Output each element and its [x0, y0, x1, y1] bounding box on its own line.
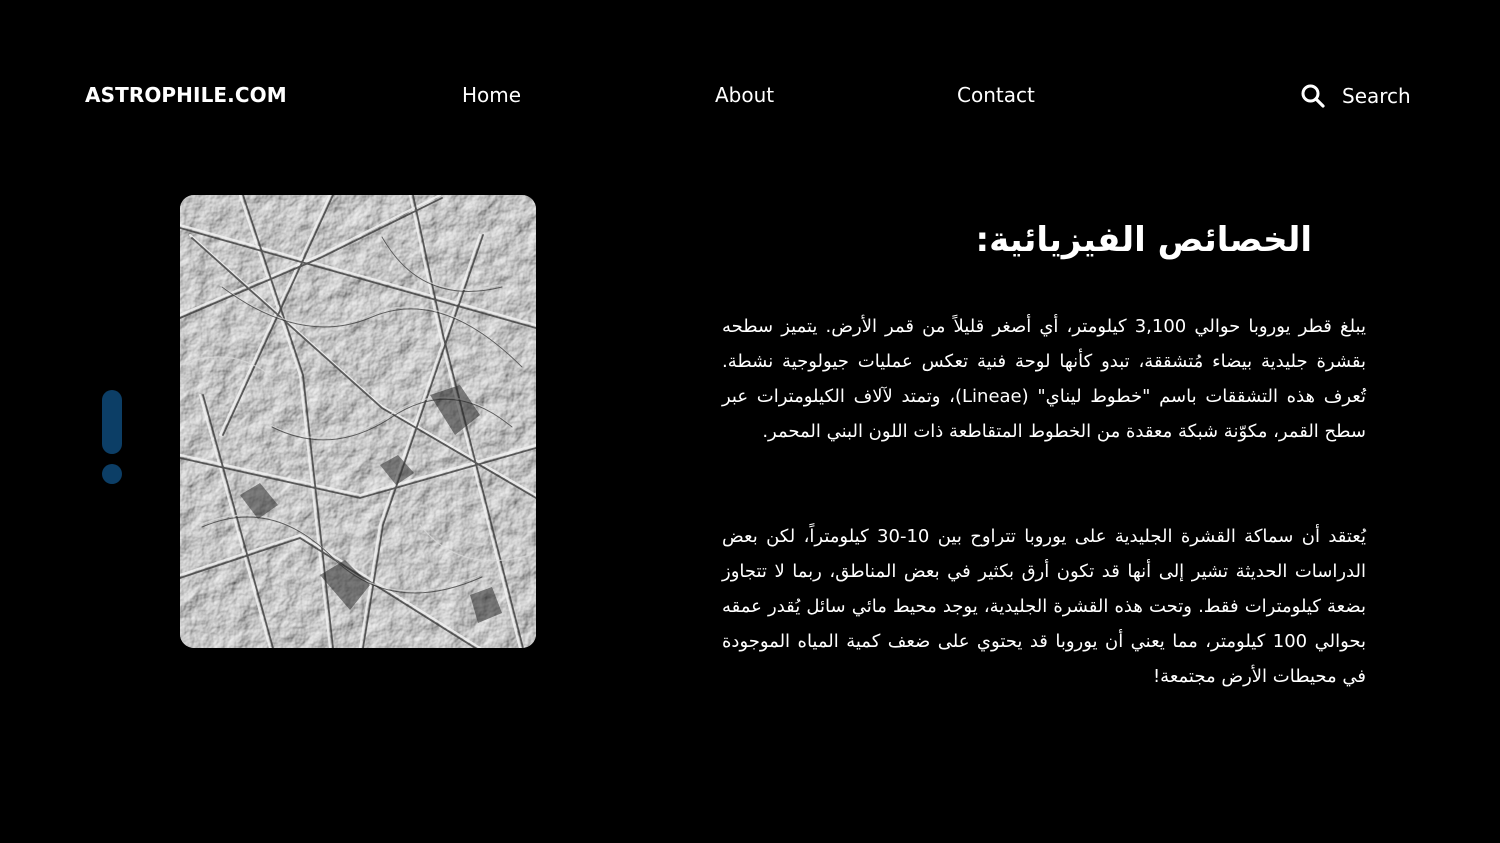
nav-home-link[interactable]: Home	[462, 83, 522, 107]
exclamation-icon	[102, 390, 122, 484]
body-paragraph-2: يُعتقد أن سماكة القشرة الجليدية على يوروبا تتراوح بين 10-30 كيلومتراً، لكن بعض الدراسات الحديثة تشير إلى أنها قد تكون أرق بكثير في بعض المناطق، ربما لا تتجاوز بضعة كيلومترات فقط. وتحت هذه القشرة الجليدية، يوجد محيط مائي سائل يُقدر عمقه بحوالي 100 كيلومتر، مما يعني أن يوروبا قد يحتوي على ضعف كمية المياه الموجودة في محيطات الأرض مجتمعة!	[722, 526, 1366, 687]
search-icon	[1300, 83, 1326, 109]
exclamation-dot	[102, 464, 122, 484]
nav-about-link[interactable]: About	[715, 83, 775, 107]
search-button[interactable]	[1300, 80, 1411, 112]
europa-surface-photo	[180, 195, 536, 648]
body-paragraph-1: يبلغ قطر يوروبا حوالي 3,100 كيلومتر، أي أصغر قليلاً من قمر الأرض. يتميز سطحه بقشرة جليدية بيضاء مُتشققة، تبدو كأنها لوحة فنية تعكس عمليات جيولوجية نشطة. تُعرف هذه التشققات باسم "خطوط ليناي" (Lineae)، وتمتد لآلاف الكيلومترات عبر سطح القمر، مكوّنة شبكة معقدة من الخطوط المتقاطعة ذات اللون البني المحمر.	[722, 316, 1366, 442]
nav-contact-link[interactable]: Contact	[957, 83, 1035, 107]
exclamation-bar	[102, 390, 122, 454]
site-logo[interactable]: ASTROPHILE.COM	[85, 83, 287, 107]
site-header	[0, 74, 1500, 118]
search-label: Search	[1342, 84, 1411, 108]
section-title: الخصائص الفيزيائية:	[975, 220, 1312, 260]
